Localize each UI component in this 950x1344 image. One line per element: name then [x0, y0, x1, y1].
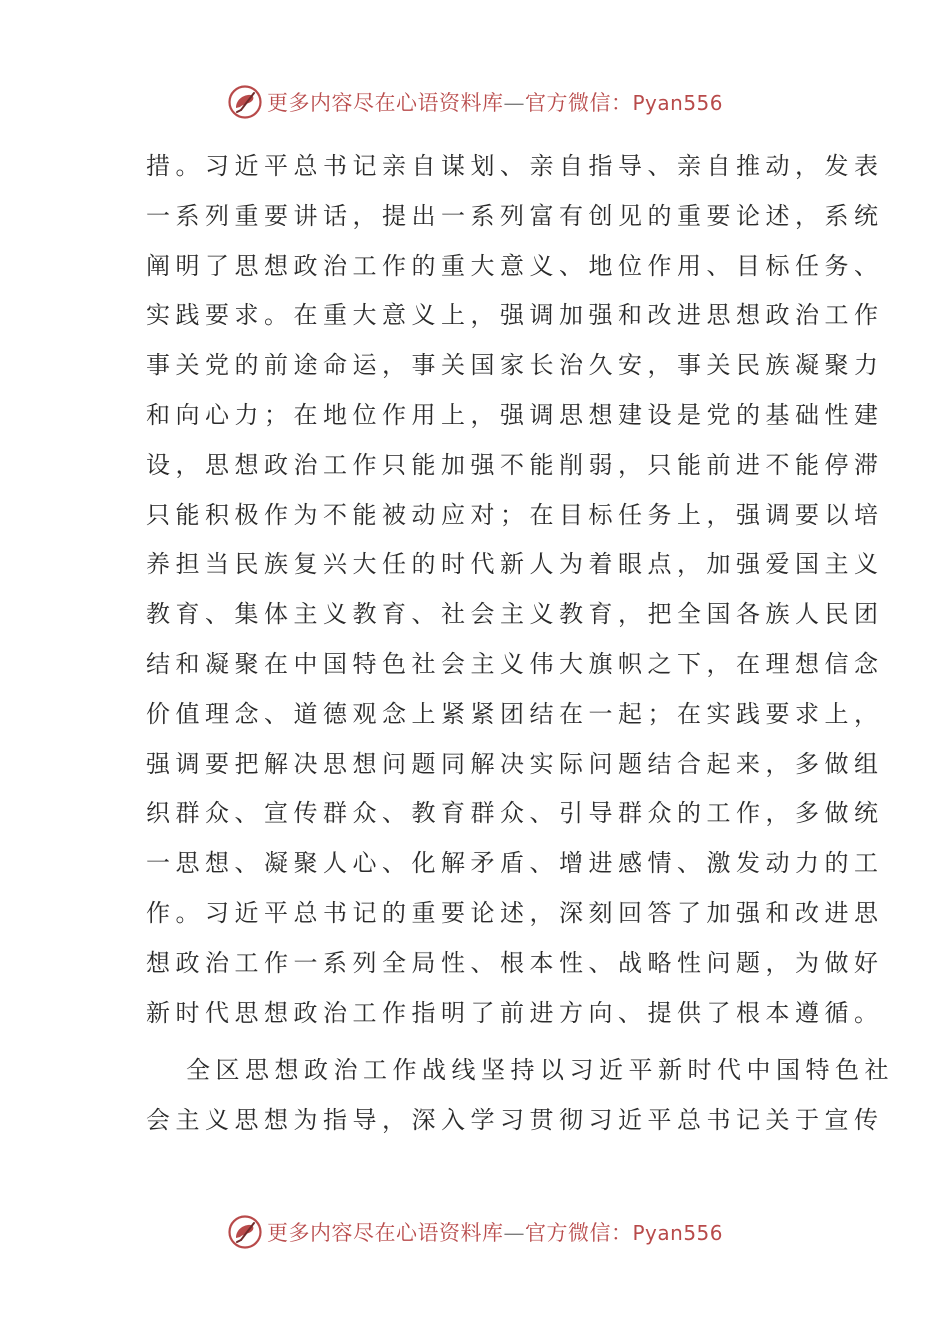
pen-heart-logo-icon: [227, 84, 263, 120]
footer-banner-main: 更多内容尽在心语资料库: [266, 1221, 504, 1245]
paragraph-1-line: 只能积极作为不能被动应对；在目标任务上，强调要以培: [146, 500, 884, 529]
footer-banner-contact: Pyan556: [632, 1221, 723, 1245]
paragraph-1-line: 价值理念、道德观念上紧紧团结在一起；在实践要求上，: [146, 699, 884, 728]
paragraph-gap: [146, 1038, 846, 1046]
paragraph-1-line: 作。习近平总书记的重要论述，深刻回答了加强和改进思: [146, 898, 884, 927]
paragraph-1-line: 养担当民族复兴大任的时代新人为着眼点，加强爱国主义: [146, 550, 884, 579]
paragraph-1-line: 织群众、宣传群众、教育群众、引导群众的工作，多做统: [146, 799, 884, 828]
document-body: [146, 142, 894, 1146]
paragraph-1-line: 结和凝聚在中国特色社会主义伟大旗帜之下，在理想信念: [146, 649, 884, 678]
pen-heart-logo-icon: [227, 1214, 263, 1250]
paragraph-1-line: 设，思想政治工作只能加强不能削弱，只能前进不能停滞: [146, 450, 884, 479]
paragraph-1-line: 和向心力；在地位作用上，强调思想建设是党的基础性建: [146, 400, 884, 429]
paragraph-1-line: 事关党的前途命运，事关国家长治久安，事关民族凝聚力: [146, 351, 884, 380]
header-banner-main: 更多内容尽在心语资料库: [266, 91, 504, 115]
paragraph-1-line: 教育、集体主义教育、社会主义教育，把全国各族人民团: [146, 600, 884, 629]
paragraph-1-line: 一系列重要讲话，提出一系列富有创见的重要论述，系统: [146, 201, 884, 230]
header-banner-contact: Pyan556: [632, 91, 723, 115]
footer-banner: [0, 1212, 950, 1252]
footer-banner-dash: —: [503, 1221, 525, 1245]
paragraph-1-line: 阐明了思想政治工作的重大意义、地位作用、目标任务、: [146, 251, 884, 280]
paragraph-1-line: 新时代思想政治工作指明了前进方向、提供了根本遵循。: [146, 998, 884, 1027]
header-banner-dash: —: [503, 91, 525, 115]
paragraph-1-line: 实践要求。在重大意义上，强调加强和改进思想政治工作: [146, 301, 884, 330]
header-banner-text: [267, 87, 723, 117]
paragraph-1-line: 想政治工作一系列全局性、根本性、战略性问题，为做好: [146, 948, 884, 977]
footer-banner-label: 官方微信：: [524, 1221, 633, 1245]
paragraph-1-line: 强调要把解决思想问题同解决实际问题结合起来，多做组: [146, 749, 884, 778]
paragraph-1-line: 措。习近平总书记亲自谋划、亲自指导、亲自推动，发表: [146, 152, 884, 180]
paragraph-2-line: 会主义思想为指导，深入学习贯彻习近平总书记关于宣传: [146, 1106, 884, 1135]
header-banner-label: 官方微信：: [524, 91, 633, 115]
paragraph-2-line: 全区思想政治工作战线坚持以习近平新时代中国特色社: [186, 1056, 894, 1085]
header-banner: [0, 82, 950, 122]
paragraph-1-line: 一思想、凝聚人心、化解矛盾、增进感情、激发动力的工: [146, 849, 884, 878]
footer-banner-text: [267, 1217, 723, 1247]
